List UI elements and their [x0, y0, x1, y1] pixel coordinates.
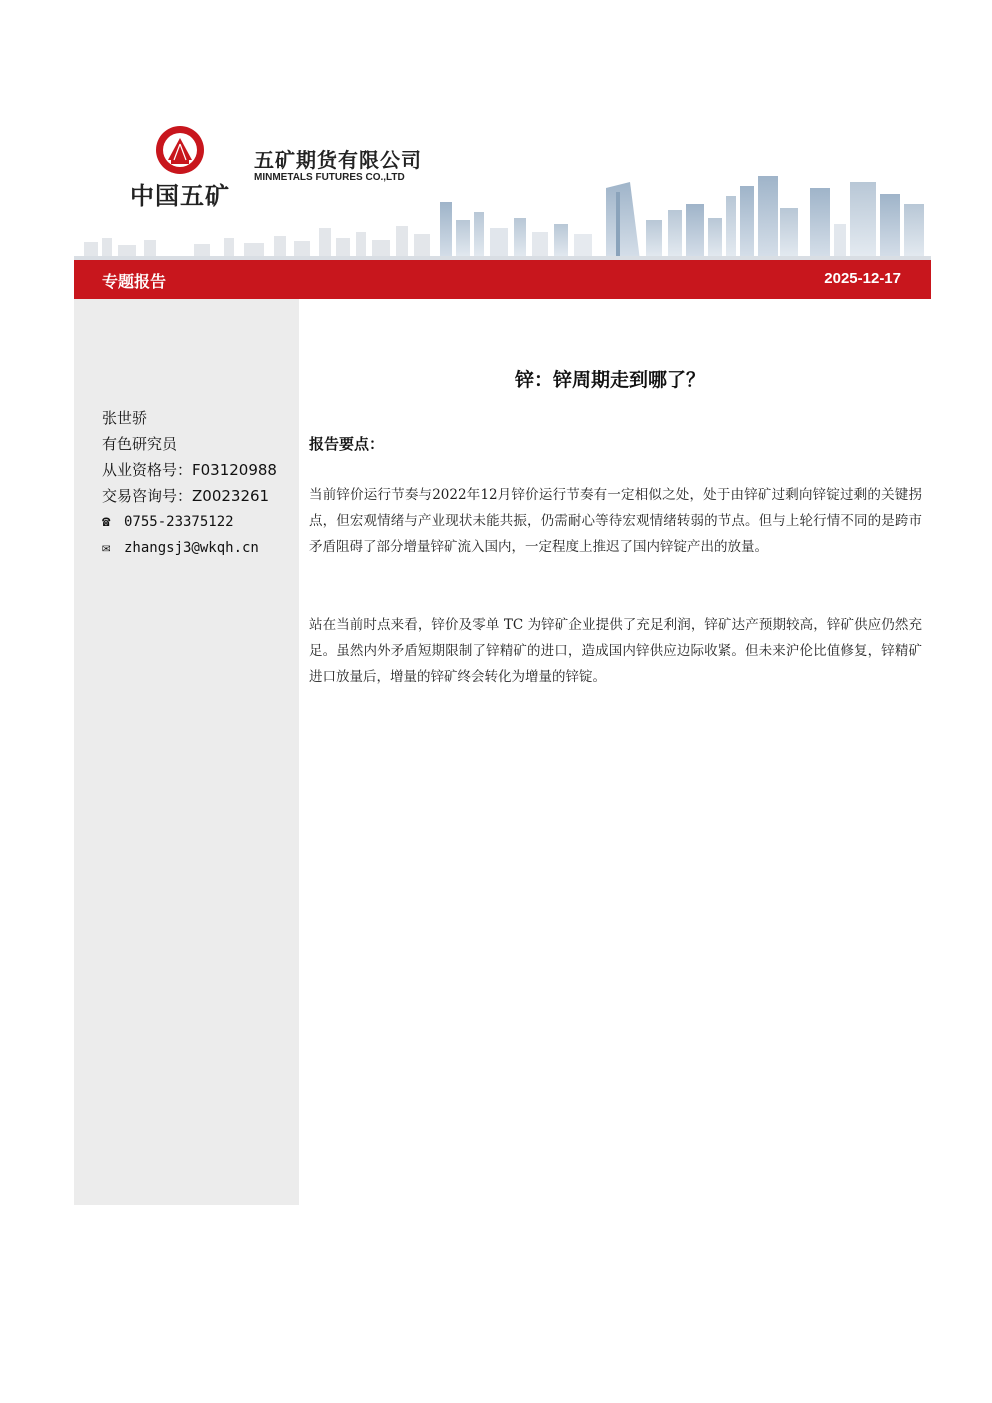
author-email[interactable]: zhangsj3@wkqh.cn — [124, 540, 259, 556]
report-header — [74, 100, 931, 260]
summary-paragraph: 站在当前时点来看，锌价及零单 TC 为锌矿企业提供了充足利润，锌矿达产预期较高，锌矿供应仍然充足。虽然内外矛盾短期限制了锌精矿的进口，造成国内锌供应边际收紧。但未来沪伦比值修复，锌精矿进口放量后，增量的锌矿终会转化为增量的锌锭。 — [309, 617, 922, 685]
company-name-en: MINMETALS FUTURES CO.,LTD — [254, 172, 405, 183]
author-email-row[interactable] — [102, 535, 277, 561]
report-title: 锌：锌周期走到哪了？ — [514, 369, 705, 391]
report-type-label: 专题报告 — [102, 272, 167, 291]
report-type-bar — [74, 260, 931, 299]
author-phone: 0755-23375122 — [124, 514, 234, 530]
phone-icon: ☎ — [102, 514, 111, 530]
logo-wordmark: 中国五矿 — [130, 182, 230, 210]
author-qualification: 从业资格号：F03120988 — [102, 461, 277, 479]
minmetals-logo-icon — [154, 124, 206, 176]
author-name: 张世骄 — [102, 409, 148, 427]
author-sidebar — [74, 299, 299, 1205]
author-phone-row — [102, 509, 277, 535]
company-name-cn: 五矿期货有限公司 — [254, 148, 422, 172]
author-consult-number: 交易咨询号：Z0023261 — [102, 487, 270, 505]
author-info — [102, 405, 277, 561]
section-heading: 报告要点： — [309, 435, 385, 453]
report-date: 2025-12-17 — [824, 270, 901, 287]
author-role: 有色研究员 — [102, 435, 178, 453]
summary-paragraph: 当前锌价运行节奏与2022年12月锌价运行节奏有一定相似之处，处于由锌矿过剩向锌锭过剩的关键拐点，但宏观情绪与产业现状未能共振，仍需耐心等待宏观情绪转弱的节点。但与上轮行情不同的是跨市矛盾阻碍了部分增量锌矿流入国内，一定程度上推迟了国内锌锭产出的放量。 — [309, 487, 922, 555]
email-icon: ✉ — [102, 540, 111, 556]
